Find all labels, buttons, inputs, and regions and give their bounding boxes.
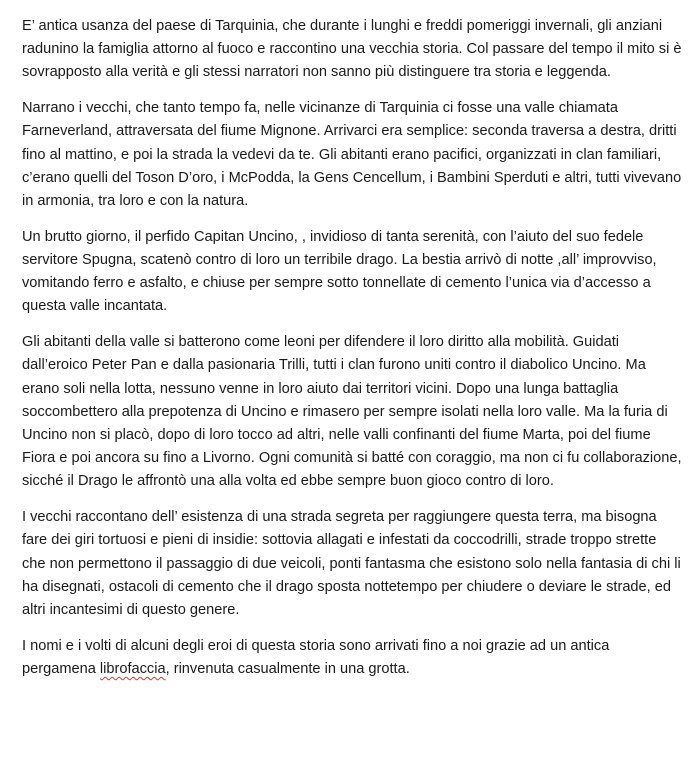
spellcheck-flagged-word[interactable]: librofaccia [99, 661, 166, 678]
paragraph-1: E’ antica usanza del paese di Tarquinia, che durante i lunghi e freddi pomeriggi invernali, gli anziani radunino la famiglia attorno al fuoco e raccontino una vecchia storia. Col passare del tempo il mito si è sovrapposto alla verità e gli stessi narratori non sanno più distinguere tra storia e leggenda. [22, 18, 682, 81]
paragraph-2: Narrano i vecchi, che tanto tempo fa, nelle vicinanze di Tarquinia ci fosse una valle chiamata Farneverland, attraversata del fiume Mignone. Arrivarci era semplice: seconda traversa a destra, dritti fino al mattino, e poi la strada la vedevi da te. Gli abitanti erano pacifici, organizzati in clan familiari, c’erano quelli del Toson D’oro, i McPodda, la Gens Cencellum, i Bambini Sperduti e altri, tutti vivevano in armonia, tra loro e con la natura. [22, 100, 682, 210]
paragraph-4: Gli abitanti della valle si batterono come leoni per difendere il loro diritto alla mobilità. Guidati dall’eroico Peter Pan e dalla pasionaria Trilli, tutti i clan furono uniti contro il diabolico Uncino. Ma erano soli nella lotta, nessuno venne in loro aiuto dai territori vicini. Dopo una lunga battaglia soccombettero alla prepotenza di Uncino e rimasero per sempre isolati nella loro valle. Ma la furia di Uncino non si placò, dopo di loro tocco ad altri, nelle valli confinanti del fiume Marta, poi del fiume Fiora e poi ancora su fino a Livorno. Ogni comunità si batté con coraggio, ma non ci fu collaborazione, sicché il Drago le affrontò una alla volta ed ebbe sempre buon gioco contro di loro. [22, 334, 682, 490]
document-page [22, 15, 682, 694]
paragraph-6 [22, 635, 682, 681]
paragraph-6-text-after: , rinvenuta casualmente in una grotta. [165, 661, 410, 678]
paragraph-5: I vecchi raccontano dell’ esistenza di una strada segreta per raggiungere questa terra, ma bisogna fare dei giri tortuosi e pieni di insidie: sottovia allagati e infestati da coccodrilli, strade troppo strette che non permettono il passaggio di due veicoli, ponti fantasma che esistono solo nella fantasia di chi li ha disegnati, ostacoli di cemento che il drago sposta nottetempo per chiudere o deviare le strade, ed altri incantesimi di questo genere. [22, 509, 681, 619]
paragraph-6-text-before: I nomi e i volti di alcuni degli eroi di questa storia sono arrivati fino a noi grazie ad un antica pergamena [22, 637, 610, 678]
paragraph-3: Un brutto giorno, il perfido Capitan Uncino, , invidioso di tanta serenità, con l’aiuto del suo fedele servitore Spugna, scatenò contro di loro un terribile drago. La bestia arrivò di notte ,all’ improvviso, vomitando ferro e asfalto, e chiuse per sempre sotto tonnellate di cemento l’unica via d’accesso a questa valle incantata. [22, 228, 657, 315]
